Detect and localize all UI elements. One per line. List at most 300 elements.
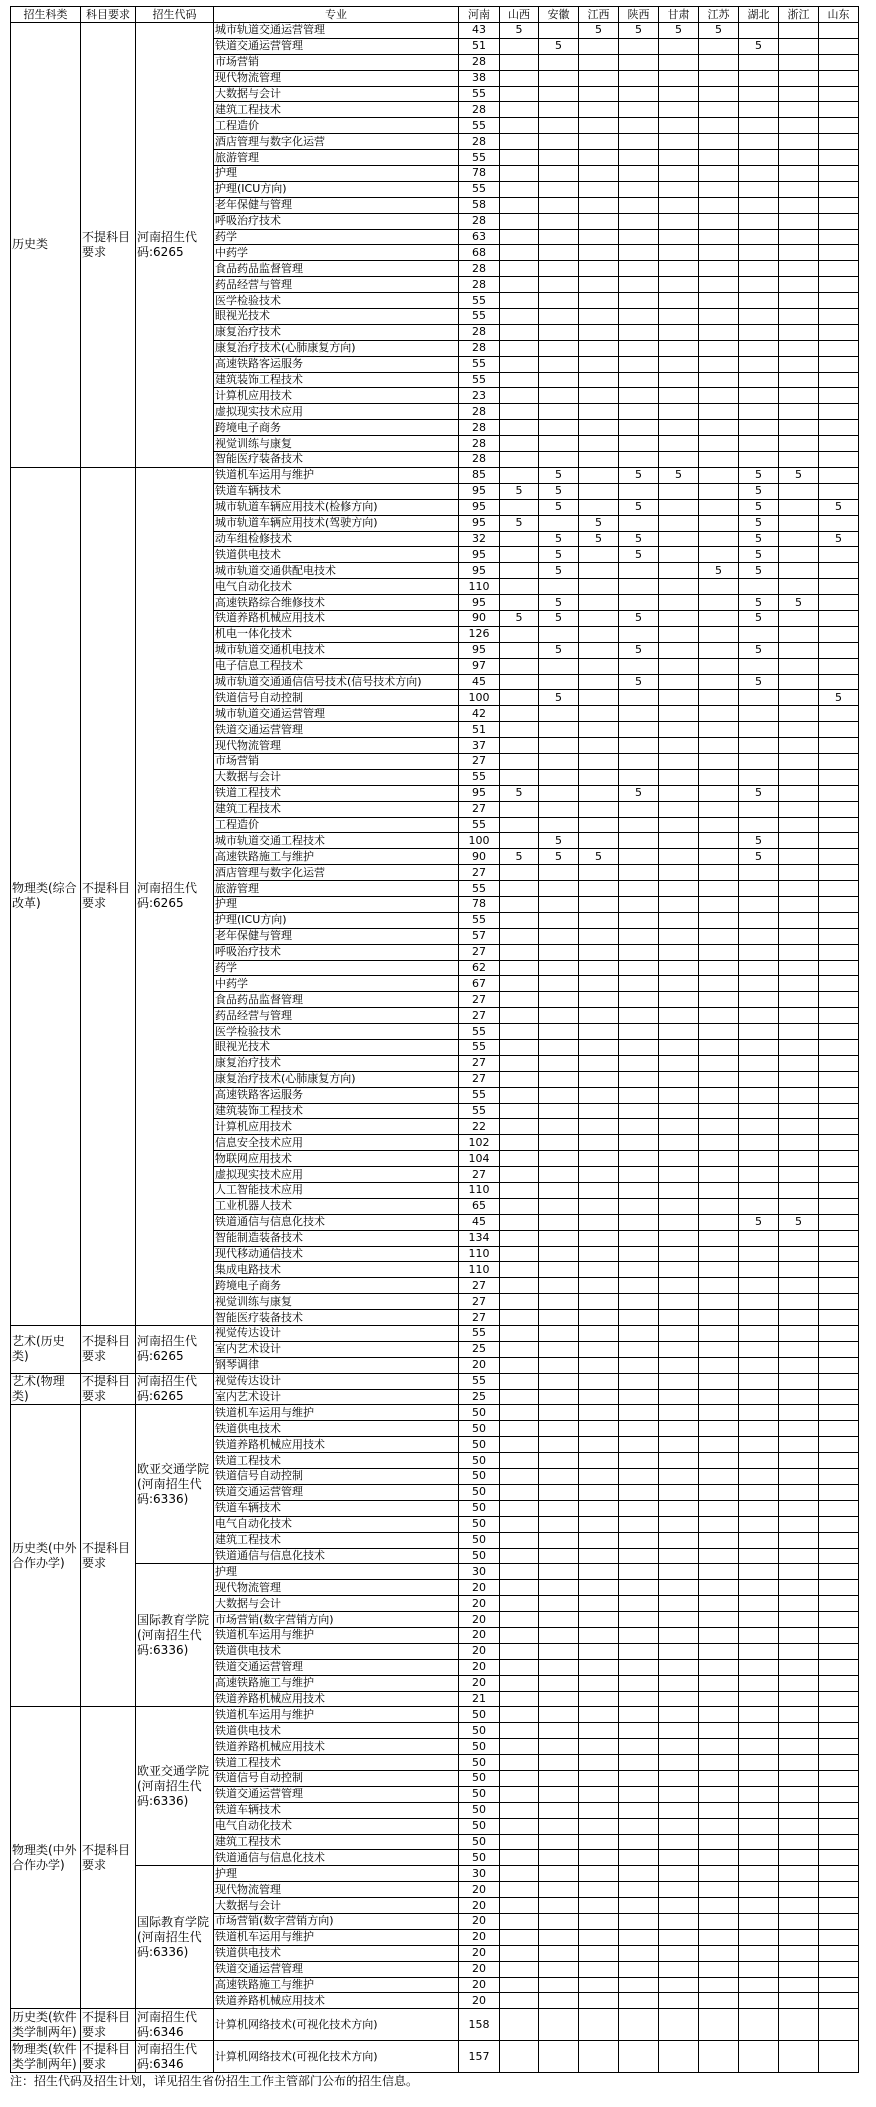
quota-cell [819, 213, 859, 229]
major-cell: 工程造价 [214, 118, 459, 134]
quota-cell [579, 2009, 619, 2041]
quota-cell [739, 1310, 779, 1326]
quota-cell [500, 229, 539, 245]
quota-cell [659, 356, 699, 372]
major-cell: 高速铁路施工与维护 [214, 1675, 459, 1691]
quota-cell: 5 [739, 595, 779, 611]
quota-cell [539, 1008, 579, 1024]
quota-cell [699, 1516, 739, 1532]
quota-cell [619, 1341, 659, 1357]
quota-cell [579, 483, 619, 499]
quota-cell [539, 1866, 579, 1882]
quota-cell [500, 277, 539, 293]
quota-cell [579, 1834, 619, 1850]
quota-cell [619, 563, 659, 579]
quota-cell [659, 1040, 699, 1056]
quota-cell [779, 626, 819, 642]
header-jiangsu: 江苏 [699, 7, 739, 23]
quota-cell [579, 1453, 619, 1469]
quota-cell [579, 801, 619, 817]
quota-cell [739, 801, 779, 817]
quota-cell [819, 944, 859, 960]
quota-cell [699, 706, 739, 722]
quota-cell [500, 2041, 539, 2073]
quota-cell: 5 [539, 849, 579, 865]
quota-cell: 5 [739, 547, 779, 563]
quota-cell [579, 1278, 619, 1294]
quota-cell [659, 54, 699, 70]
quota-cell [739, 86, 779, 102]
quota-cell [539, 912, 579, 928]
quota-cell [539, 1310, 579, 1326]
quota-cell: 97 [459, 658, 500, 674]
quota-cell [779, 1103, 819, 1119]
quota-cell [579, 1882, 619, 1898]
quota-cell [619, 1119, 659, 1135]
quota-cell [619, 1882, 659, 1898]
quota-cell [739, 404, 779, 420]
major-cell: 中药学 [214, 245, 459, 261]
quota-cell [579, 1341, 619, 1357]
quota-cell [579, 2041, 619, 2073]
quota-cell: 27 [459, 992, 500, 1008]
table-row [11, 1564, 859, 1580]
quota-cell [699, 928, 739, 944]
major-cell: 城市轨道车辆应用技术(检修方向) [214, 499, 459, 515]
quota-cell [659, 1500, 699, 1516]
quota-cell [539, 1818, 579, 1834]
quota-cell [779, 404, 819, 420]
quota-cell: 5 [819, 690, 859, 706]
quota-cell [659, 547, 699, 563]
quota-cell [819, 1723, 859, 1739]
quota-cell [500, 1802, 539, 1818]
major-cell: 铁道车辆技术 [214, 483, 459, 499]
quota-cell [539, 1580, 579, 1596]
quota-cell [699, 1167, 739, 1183]
category-cell: 艺术(物理类) [11, 1373, 81, 1405]
quota-cell [739, 245, 779, 261]
quota-cell: 65 [459, 1198, 500, 1214]
quota-cell [739, 1627, 779, 1643]
quota-cell [539, 1278, 579, 1294]
quota-cell [699, 531, 739, 547]
quota-cell [539, 54, 579, 70]
quota-cell [739, 1008, 779, 1024]
quota-cell [619, 1691, 659, 1707]
quota-cell [659, 785, 699, 801]
quota-cell [779, 1850, 819, 1866]
major-cell: 食品药品监督管理 [214, 992, 459, 1008]
quota-cell [819, 1850, 859, 1866]
quota-cell [579, 1945, 619, 1961]
quota-cell [739, 1230, 779, 1246]
quota-cell [539, 1913, 579, 1929]
quota-cell: 90 [459, 610, 500, 626]
quota-cell [699, 1135, 739, 1151]
quota-cell [659, 86, 699, 102]
quota-cell [659, 595, 699, 611]
quota-cell [619, 1405, 659, 1421]
quota-cell [579, 1516, 619, 1532]
quota-cell [500, 1024, 539, 1040]
major-cell: 康复治疗技术 [214, 1055, 459, 1071]
quota-cell [739, 896, 779, 912]
quota-cell [819, 277, 859, 293]
quota-cell: 28 [459, 404, 500, 420]
quota-cell: 50 [459, 1850, 500, 1866]
quota-cell [779, 150, 819, 166]
quota-cell [819, 1993, 859, 2009]
quota-cell [739, 1802, 779, 1818]
quota-cell [819, 1103, 859, 1119]
quota-cell [699, 1723, 739, 1739]
quota-cell [819, 706, 859, 722]
quota-cell [500, 992, 539, 1008]
quota-cell [659, 769, 699, 785]
quota-cell [779, 166, 819, 182]
quota-cell [699, 1437, 739, 1453]
major-cell: 康复治疗技术 [214, 324, 459, 340]
major-cell: 食品药品监督管理 [214, 261, 459, 277]
quota-cell [659, 1024, 699, 1040]
quota-cell [779, 785, 819, 801]
quota-cell [500, 1866, 539, 1882]
quota-cell [699, 2009, 739, 2041]
quota-cell [699, 86, 739, 102]
quota-cell [579, 1707, 619, 1723]
quota-cell: 90 [459, 849, 500, 865]
quota-cell [819, 1087, 859, 1103]
quota-cell [779, 738, 819, 754]
quota-cell [739, 1929, 779, 1945]
quota-cell [819, 1294, 859, 1310]
quota-cell [659, 690, 699, 706]
quota-cell [500, 70, 539, 86]
quota-cell [619, 881, 659, 897]
quota-cell: 27 [459, 753, 500, 769]
quota-cell [539, 1659, 579, 1675]
quota-cell [579, 197, 619, 213]
quota-cell [500, 1087, 539, 1103]
quota-cell [579, 309, 619, 325]
quota-cell [619, 1008, 659, 1024]
quota-cell [779, 1469, 819, 1485]
major-cell: 高速铁路客运服务 [214, 1087, 459, 1103]
quota-cell [739, 1532, 779, 1548]
subject-requirement-cell: 不提科目要求 [81, 23, 136, 468]
major-cell: 现代移动通信技术 [214, 1246, 459, 1262]
quota-cell [539, 181, 579, 197]
quota-cell [659, 166, 699, 182]
quota-cell [619, 1977, 659, 1993]
quota-cell [579, 1818, 619, 1834]
quota-cell [539, 1612, 579, 1628]
major-cell: 高速铁路施工与维护 [214, 1977, 459, 1993]
major-cell: 集成电路技术 [214, 1262, 459, 1278]
quota-cell [739, 817, 779, 833]
quota-cell: 5 [699, 23, 739, 39]
quota-cell [619, 833, 659, 849]
quota-cell [500, 436, 539, 452]
major-cell: 护理 [214, 896, 459, 912]
quota-cell [819, 404, 859, 420]
quota-cell [659, 420, 699, 436]
quota-cell [539, 1770, 579, 1786]
quota-cell [699, 1421, 739, 1437]
quota-cell: 5 [659, 23, 699, 39]
major-cell: 物联网应用技术 [214, 1151, 459, 1167]
quota-cell [579, 1913, 619, 1929]
quota-cell [699, 166, 739, 182]
quota-cell [739, 102, 779, 118]
quota-cell [619, 722, 659, 738]
quota-cell: 30 [459, 1866, 500, 1882]
quota-cell [619, 1103, 659, 1119]
quota-cell: 5 [500, 515, 539, 531]
quota-cell [539, 976, 579, 992]
quota-cell: 5 [699, 563, 739, 579]
quota-cell [659, 753, 699, 769]
quota-cell [579, 769, 619, 785]
quota-cell [819, 1167, 859, 1183]
quota-cell [739, 881, 779, 897]
quota-cell [819, 928, 859, 944]
quota-cell [819, 1929, 859, 1945]
quota-cell: 110 [459, 1262, 500, 1278]
quota-cell [500, 134, 539, 150]
quota-cell [819, 1040, 859, 1056]
quota-cell: 20 [459, 1945, 500, 1961]
quota-cell [619, 801, 659, 817]
quota-cell [779, 1834, 819, 1850]
quota-cell [699, 579, 739, 595]
quota-cell [579, 1500, 619, 1516]
quota-cell: 78 [459, 166, 500, 182]
quota-cell [500, 960, 539, 976]
quota-cell [659, 960, 699, 976]
major-cell: 建筑工程技术 [214, 102, 459, 118]
quota-cell [539, 356, 579, 372]
quota-cell [779, 1167, 819, 1183]
quota-cell [579, 738, 619, 754]
quota-cell [819, 70, 859, 86]
quota-cell [819, 1262, 859, 1278]
quota-cell [819, 1151, 859, 1167]
quota-cell [699, 1294, 739, 1310]
quota-cell [779, 579, 819, 595]
subject-requirement-cell: 不提科目要求 [81, 1707, 136, 2009]
quota-cell [579, 1929, 619, 1945]
quota-cell [659, 1167, 699, 1183]
major-cell: 工业机器人技术 [214, 1198, 459, 1214]
quota-cell: 95 [459, 483, 500, 499]
quota-cell: 50 [459, 1421, 500, 1437]
table-row [11, 1866, 859, 1882]
quota-cell [500, 1913, 539, 1929]
quota-cell [659, 1643, 699, 1659]
quota-cell [779, 1913, 819, 1929]
quota-cell [500, 1151, 539, 1167]
quota-cell [619, 38, 659, 54]
quota-cell [619, 1373, 659, 1389]
quota-cell [500, 1119, 539, 1135]
quota-cell [779, 483, 819, 499]
quota-cell [699, 1564, 739, 1580]
quota-cell: 5 [500, 849, 539, 865]
quota-cell [500, 1373, 539, 1389]
table-row [11, 2041, 859, 2073]
quota-cell [539, 1596, 579, 1612]
quota-cell [819, 86, 859, 102]
quota-cell [619, 1437, 659, 1453]
quota-cell [659, 372, 699, 388]
quota-cell [619, 1564, 659, 1580]
quota-cell [779, 1516, 819, 1532]
quota-cell [539, 1993, 579, 2009]
quota-cell [579, 1087, 619, 1103]
major-cell: 中药学 [214, 976, 459, 992]
major-cell: 大数据与会计 [214, 86, 459, 102]
quota-cell: 5 [539, 595, 579, 611]
quota-cell [739, 1548, 779, 1564]
quota-cell: 50 [459, 1786, 500, 1802]
quota-cell [500, 1198, 539, 1214]
quota-cell: 5 [500, 483, 539, 499]
quota-cell: 50 [459, 1500, 500, 1516]
quota-cell [619, 1087, 659, 1103]
quota-cell [819, 1246, 859, 1262]
quota-cell [619, 1993, 659, 2009]
quota-cell: 50 [459, 1469, 500, 1485]
quota-cell: 50 [459, 1707, 500, 1723]
quota-cell: 50 [459, 1770, 500, 1786]
quota-cell [579, 1071, 619, 1087]
quota-cell [779, 499, 819, 515]
major-cell: 铁道养路机械应用技术 [214, 610, 459, 626]
quota-cell [699, 1214, 739, 1230]
quota-cell [699, 70, 739, 86]
quota-cell [659, 833, 699, 849]
quota-cell [579, 833, 619, 849]
quota-cell: 5 [739, 499, 779, 515]
quota-cell: 23 [459, 388, 500, 404]
quota-cell [539, 436, 579, 452]
quota-cell: 28 [459, 420, 500, 436]
quota-cell [739, 309, 779, 325]
quota-cell [500, 1278, 539, 1294]
quota-cell: 126 [459, 626, 500, 642]
quota-cell [779, 309, 819, 325]
quota-cell: 5 [539, 531, 579, 547]
quota-cell [699, 245, 739, 261]
quota-cell: 5 [619, 674, 659, 690]
quota-cell: 28 [459, 261, 500, 277]
quota-cell [659, 340, 699, 356]
quota-cell [739, 1866, 779, 1882]
quota-cell [539, 1707, 579, 1723]
quota-cell [500, 54, 539, 70]
quota-cell [819, 1548, 859, 1564]
major-cell: 建筑工程技术 [214, 1532, 459, 1548]
table-row [11, 1326, 859, 1342]
quota-cell [579, 1532, 619, 1548]
quota-cell [779, 245, 819, 261]
quota-cell [819, 2009, 859, 2041]
quota-cell [699, 801, 739, 817]
quota-cell [699, 1993, 739, 2009]
quota-cell [819, 785, 859, 801]
quota-cell [500, 1580, 539, 1596]
quota-cell [500, 1564, 539, 1580]
quota-cell: 55 [459, 150, 500, 166]
quota-cell [539, 1929, 579, 1945]
quota-cell [579, 372, 619, 388]
major-cell: 护理 [214, 1866, 459, 1882]
quota-cell [579, 547, 619, 563]
quota-cell: 50 [459, 1532, 500, 1548]
enrollment-code-cell: 欧亚交通学院(河南招生代码:6336) [136, 1707, 214, 1866]
quota-cell [659, 324, 699, 340]
quota-cell [659, 1198, 699, 1214]
major-cell: 高速铁路施工与维护 [214, 849, 459, 865]
quota-cell [539, 1183, 579, 1199]
quota-cell: 20 [459, 1596, 500, 1612]
quota-cell [619, 1278, 659, 1294]
quota-cell [619, 372, 659, 388]
quota-cell [699, 483, 739, 499]
subject-requirement-cell: 不提科目要求 [81, 467, 136, 1325]
quota-cell [699, 1484, 739, 1500]
quota-cell [500, 817, 539, 833]
quota-cell [539, 1230, 579, 1246]
quota-cell [500, 1834, 539, 1850]
quota-cell [539, 1294, 579, 1310]
quota-cell [779, 420, 819, 436]
major-cell: 智能医疗装备技术 [214, 1310, 459, 1326]
quota-cell [619, 1596, 659, 1612]
quota-cell [659, 1850, 699, 1866]
quota-cell [659, 483, 699, 499]
quota-cell [579, 1659, 619, 1675]
quota-cell [819, 1691, 859, 1707]
quota-cell [659, 1357, 699, 1373]
quota-cell [819, 1802, 859, 1818]
quota-cell [739, 1484, 779, 1500]
quota-cell: 95 [459, 785, 500, 801]
quota-cell: 20 [459, 1929, 500, 1945]
quota-cell [779, 1898, 819, 1914]
quota-cell: 5 [659, 467, 699, 483]
quota-cell [819, 1707, 859, 1723]
quota-cell [539, 801, 579, 817]
quota-cell: 28 [459, 277, 500, 293]
major-cell: 旅游管理 [214, 150, 459, 166]
quota-cell [779, 1389, 819, 1405]
quota-cell: 5 [500, 23, 539, 39]
quota-cell [619, 1040, 659, 1056]
quota-cell [779, 1548, 819, 1564]
quota-cell [539, 738, 579, 754]
quota-cell [819, 1453, 859, 1469]
quota-cell [659, 1882, 699, 1898]
major-cell: 视觉训练与康复 [214, 436, 459, 452]
quota-cell: 45 [459, 1214, 500, 1230]
quota-cell: 55 [459, 1326, 500, 1342]
quota-cell [699, 38, 739, 54]
quota-cell [739, 1421, 779, 1437]
quota-cell: 5 [739, 642, 779, 658]
